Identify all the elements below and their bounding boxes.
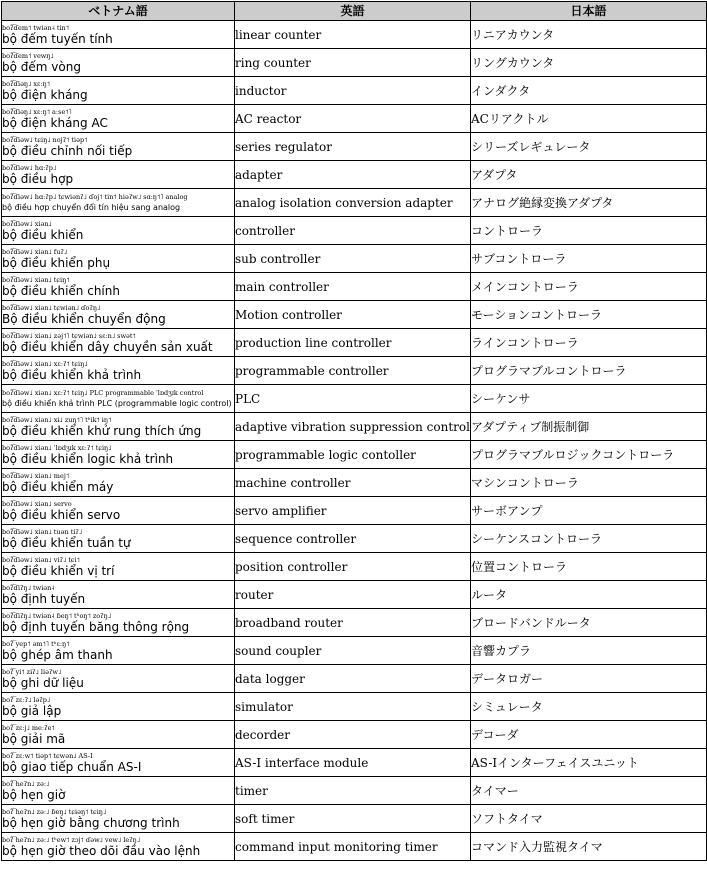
japanese-term: ソフトタイマ xyxy=(471,805,707,833)
english-term: router xyxy=(235,581,471,609)
japanese-term: リングカウンタ xyxy=(471,49,707,77)
vietnamese-cell xyxy=(2,49,235,77)
header-row xyxy=(2,2,707,21)
vietnamese-cell xyxy=(2,301,235,329)
pronunciation: boʔ͡ɗiəŋ˩ xɛːŋ˦ xyxy=(2,79,50,88)
pronunciation: boʔ͡ heʔn˩ zəː˩ xyxy=(2,779,50,788)
vietnamese-term: bộ ghi dữ liệu xyxy=(2,675,84,690)
pronunciation: boʔ͡ zɛːw˦ tiəp˦ tɕwən˩ AS-I xyxy=(2,751,93,760)
vietnamese-cell xyxy=(2,805,235,833)
japanese-term: コマンド入力監視タイマ xyxy=(471,833,707,861)
pronunciation: boʔ͡ɗiʔŋ˩ twiən˨ xyxy=(2,583,55,592)
english-term: main controller xyxy=(235,273,471,301)
japanese-term: アダプタ xyxy=(471,161,707,189)
english-term: AS-I interface module xyxy=(235,749,471,777)
japanese-term: ルータ xyxy=(471,581,707,609)
table-row xyxy=(2,21,707,49)
table-row xyxy=(2,217,707,245)
english-term: servo amplifier xyxy=(235,497,471,525)
vietnamese-term: bộ điện kháng xyxy=(2,87,88,102)
japanese-term: リニアカウンタ xyxy=(471,21,707,49)
english-term: Motion controller xyxy=(235,301,471,329)
table-row xyxy=(2,49,707,77)
japanese-term: デコーダ xyxy=(471,721,707,749)
vietnamese-cell xyxy=(2,525,235,553)
vietnamese-term: bộ điều khiển phụ xyxy=(2,255,111,270)
vietnamese-cell xyxy=(2,637,235,665)
pronunciation: boʔ͡ɗiəw˩ xiən˩ tɕiŋ˦ xyxy=(2,275,70,284)
vietnamese-term: bộ điều hợp xyxy=(2,171,74,186)
vietnamese-cell xyxy=(2,385,235,413)
japanese-term: ラインコントローラ xyxy=(471,329,707,357)
japanese-term: AS-Iインターフェイスユニット xyxy=(471,749,707,777)
pronunciation: boʔ͡ɗiəw˩ hɑːʔp˩ tɕwiənʔ˩ ɗoj˦ tin˦ hiəʔw˩ sɑːŋ˦˥ analog xyxy=(2,192,188,201)
table-row xyxy=(2,777,707,805)
pronunciation: boʔ͡ zɛːj˩ meːʔe˦ xyxy=(2,723,55,732)
japanese-term: インダクタ xyxy=(471,77,707,105)
vietnamese-term: bộ hẹn giờ theo dõi đầu vào lệnh xyxy=(2,843,201,858)
japanese-term: モーションコントローラ xyxy=(471,301,707,329)
vietnamese-cell xyxy=(2,749,235,777)
vietnamese-term: bộ điều chỉnh nối tiếp xyxy=(2,143,133,158)
table-row xyxy=(2,693,707,721)
japanese-term: ブロードバンドルータ xyxy=(471,609,707,637)
header-vietnamese: ベトナム語 xyxy=(2,2,235,21)
vietnamese-term: bộ điều khiển khử rung thích ứng xyxy=(2,423,202,438)
english-term: adaptive vibration suppression control xyxy=(235,413,471,441)
table-row xyxy=(2,357,707,385)
header-japanese: 日本語 xyxy=(471,2,707,21)
table-row xyxy=(2,665,707,693)
japanese-term: シーケンサ xyxy=(471,385,707,413)
vietnamese-cell xyxy=(2,329,235,357)
table-row xyxy=(2,105,707,133)
japanese-term: サーボアンプ xyxy=(471,497,707,525)
vietnamese-term: bộ điều khiển logic khả trình xyxy=(2,451,174,466)
table-row xyxy=(2,189,707,217)
vietnamese-cell xyxy=(2,273,235,301)
table-row xyxy=(2,301,707,329)
table-row xyxy=(2,805,707,833)
vietnamese-cell xyxy=(2,245,235,273)
table-row xyxy=(2,245,707,273)
vietnamese-cell xyxy=(2,217,235,245)
japanese-term: シミュレータ xyxy=(471,693,707,721)
pronunciation: boʔ͡ yi˦ zɨʔ˩ liəʔw˩ xyxy=(2,667,62,676)
english-term: sequence controller xyxy=(235,525,471,553)
japanese-term: メインコントローラ xyxy=(471,273,707,301)
english-term: broadband router xyxy=(235,609,471,637)
vietnamese-cell xyxy=(2,413,235,441)
english-term: production line controller xyxy=(235,329,471,357)
vietnamese-term: bộ giao tiếp chuẩn AS-I xyxy=(2,759,142,774)
japanese-term: アダプティブ制振制御 xyxy=(471,413,707,441)
english-term: sound coupler xyxy=(235,637,471,665)
vietnamese-cell xyxy=(2,189,235,217)
english-term: timer xyxy=(235,777,471,805)
vietnamese-cell xyxy=(2,721,235,749)
vietnamese-term: Bộ điều khiển chuyển động xyxy=(2,311,166,326)
english-term: programmable logic contoller xyxy=(235,441,471,469)
english-term: data logger xyxy=(235,665,471,693)
vietnamese-term: bộ điều khiển khả trình xyxy=(2,367,142,382)
vietnamese-cell xyxy=(2,77,235,105)
pronunciation: boʔ͡ zɛːʔ˩ ləʔp˩ xyxy=(2,695,51,704)
vietnamese-cell xyxy=(2,133,235,161)
english-term: machine controller xyxy=(235,469,471,497)
vietnamese-term: bộ điều khiển khả trình PLC (programmable logic control) xyxy=(2,398,232,408)
vietnamese-term: bộ điều hợp chuyển đổi tín hiệu sang analog xyxy=(2,202,181,212)
glossary-table xyxy=(1,1,707,861)
table-row xyxy=(2,553,707,581)
table-row xyxy=(2,497,707,525)
japanese-term: プログラマブルコントローラ xyxy=(471,357,707,385)
header-english: 英語 xyxy=(235,2,471,21)
vietnamese-cell xyxy=(2,777,235,805)
english-term: command input monitoring timer xyxy=(235,833,471,861)
english-term: AC reactor xyxy=(235,105,471,133)
pronunciation: boʔ͡ɗiəw˩ xiən˩ fuʔ˩ xyxy=(2,247,68,256)
pronunciation: boʔ͡ɗiəw˩ xiən˩ xɨ˩ zuŋ˦˥ tʰik˦ ɨŋ˦ xyxy=(2,415,112,424)
pronunciation: boʔ͡ɗiəw˩ tɕiŋ˩ nojʔ˦ tiəp˦ xyxy=(2,135,88,144)
vietnamese-cell xyxy=(2,161,235,189)
pronunciation: boʔ͡ heʔn˩ zəː˩ ɓeŋ˩ tɕɨəŋ˦ tɕiŋ˩ xyxy=(2,807,107,816)
english-term: programmable controller xyxy=(235,357,471,385)
pronunciation: boʔ͡ɗiəw˩ xiən˩ zəj˦˥ tɕwiən˩ sɛːn˩ swət˦ xyxy=(2,331,136,340)
vietnamese-cell xyxy=(2,693,235,721)
vietnamese-term: bộ đếm tuyến tính xyxy=(2,31,113,46)
table-row xyxy=(2,721,707,749)
pronunciation: boʔ͡ɗiəw˩ xiən˩ xɛːʔ˦ tɕiŋ˩ PLC programmable ˈlɒdʒɪk control xyxy=(2,388,204,397)
vietnamese-term: bộ điều khiển vị trí xyxy=(2,563,115,578)
english-term: analog isolation conversion adapter xyxy=(235,189,471,217)
japanese-term: プログラマブルロジックコントローラ xyxy=(471,441,707,469)
vietnamese-cell xyxy=(2,105,235,133)
table-row xyxy=(2,637,707,665)
vietnamese-cell xyxy=(2,469,235,497)
japanese-term: マシンコントローラ xyxy=(471,469,707,497)
english-term: linear counter xyxy=(235,21,471,49)
pronunciation: boʔ͡ɗiəw˩ xiən˩ tɕwiən˩ ɗoʔŋ˩ xyxy=(2,303,101,312)
japanese-term: データロガー xyxy=(471,665,707,693)
vietnamese-cell xyxy=(2,581,235,609)
vietnamese-cell xyxy=(2,441,235,469)
japanese-term: ACリアクトル xyxy=(471,105,707,133)
pronunciation: boʔ͡ɗem˦ vewŋ˩ xyxy=(2,51,54,60)
table-row xyxy=(2,441,707,469)
table-row xyxy=(2,77,707,105)
vietnamese-term: bộ ghép âm thanh xyxy=(2,647,113,662)
vietnamese-cell xyxy=(2,609,235,637)
table-row xyxy=(2,609,707,637)
japanese-term: アナログ絶縁変換アダプタ xyxy=(471,189,707,217)
english-term: position controller xyxy=(235,553,471,581)
vietnamese-cell xyxy=(2,21,235,49)
table-header xyxy=(2,2,707,21)
vietnamese-term: bộ định tuyến xyxy=(2,591,86,606)
english-term: simulator xyxy=(235,693,471,721)
table-row xyxy=(2,413,707,441)
vietnamese-term: bộ định tuyến băng thông rộng xyxy=(2,619,190,634)
table-row xyxy=(2,469,707,497)
pronunciation: boʔ͡ɗiəw˩ xiən˩ mej˦ xyxy=(2,471,70,480)
japanese-term: シリーズレギュレータ xyxy=(471,133,707,161)
english-term: inductor xyxy=(235,77,471,105)
pronunciation: boʔ͡ɗiəw˩ xiən˩ servo xyxy=(2,499,72,508)
vietnamese-term: bộ điều khiển servo xyxy=(2,507,121,522)
vietnamese-term: bộ điều khiển máy xyxy=(2,479,114,494)
table-row xyxy=(2,161,707,189)
japanese-term: タイマー xyxy=(471,777,707,805)
english-term: PLC xyxy=(235,385,471,413)
vietnamese-term: bộ điều khiển xyxy=(2,227,84,242)
vietnamese-cell xyxy=(2,833,235,861)
pronunciation: boʔ͡ɗem˦ twiən˨ tin˦ xyxy=(2,23,69,32)
pronunciation: boʔ͡ɗiəw˩ xiən˩ ˈlɒdʒɪk xɛːʔ˦ tɕiŋ˩ xyxy=(2,443,112,452)
vietnamese-term: bộ điều khiển dây chuyền sản xuất xyxy=(2,339,213,354)
vietnamese-term: bộ điều khiển chính xyxy=(2,283,120,298)
pronunciation: boʔ͡ɗiəw˩ xiən˩ viʔ˩ tɕi˦ xyxy=(2,555,80,564)
english-term: adapter xyxy=(235,161,471,189)
vietnamese-term: bộ đếm vòng xyxy=(2,59,81,74)
pronunciation: boʔ͡ɗiəw˩ hɑːʔp˩ xyxy=(2,163,57,172)
vietnamese-term: bộ giải mã xyxy=(2,731,66,746)
vietnamese-term: bộ giả lập xyxy=(2,703,62,718)
english-term: soft timer xyxy=(235,805,471,833)
japanese-term: 音響カプラ xyxy=(471,637,707,665)
pronunciation: boʔ͡ yep˦ əm˦˥ tʰɛːŋ˦ xyxy=(2,639,70,648)
pronunciation: boʔ͡ heʔn˩ zəː˩ tʰew˦ zɔj˦ ɗəw˩ vew˩ leʔŋ˩ xyxy=(2,835,141,844)
japanese-term: シーケンスコントローラ xyxy=(471,525,707,553)
pronunciation: boʔ͡ɗiəw˩ xiən˩ tuən tiʔ˩ xyxy=(2,527,83,536)
table-row xyxy=(2,273,707,301)
english-term: sub controller xyxy=(235,245,471,273)
table-row xyxy=(2,581,707,609)
japanese-term: コントローラ xyxy=(471,217,707,245)
pronunciation: boʔ͡ɗiʔŋ˩ twiən˨ ɓeŋ˦ tʰoŋ˦ zoʔŋ˩ xyxy=(2,611,112,620)
vietnamese-term: bộ hẹn giờ bằng chương trình xyxy=(2,815,180,830)
table-row xyxy=(2,525,707,553)
vietnamese-cell xyxy=(2,357,235,385)
pronunciation: boʔ͡ɗiəw˩ xiən˩ xɛːʔ˦ tɕiŋ˩ xyxy=(2,359,88,368)
english-term: ring counter xyxy=(235,49,471,77)
table-row xyxy=(2,749,707,777)
english-term: decorder xyxy=(235,721,471,749)
english-term: controller xyxy=(235,217,471,245)
japanese-term: サブコントローラ xyxy=(471,245,707,273)
vietnamese-term: bộ hẹn giờ xyxy=(2,787,66,802)
vietnamese-term: bộ điện kháng AC xyxy=(2,115,108,130)
vietnamese-term: bộ điều khiển tuần tự xyxy=(2,535,131,550)
pronunciation: boʔ͡ɗiəŋ˩ xɛːŋ˦ aːse˦˥ xyxy=(2,107,72,116)
table-row xyxy=(2,133,707,161)
pronunciation: boʔ͡ɗiəw˩ xiən˩ xyxy=(2,219,52,228)
table-row xyxy=(2,385,707,413)
english-term: series regulator xyxy=(235,133,471,161)
table-row xyxy=(2,329,707,357)
vietnamese-cell xyxy=(2,497,235,525)
vietnamese-cell xyxy=(2,553,235,581)
japanese-term: 位置コントローラ xyxy=(471,553,707,581)
table-row xyxy=(2,833,707,861)
vietnamese-cell xyxy=(2,665,235,693)
table-body xyxy=(2,21,707,861)
